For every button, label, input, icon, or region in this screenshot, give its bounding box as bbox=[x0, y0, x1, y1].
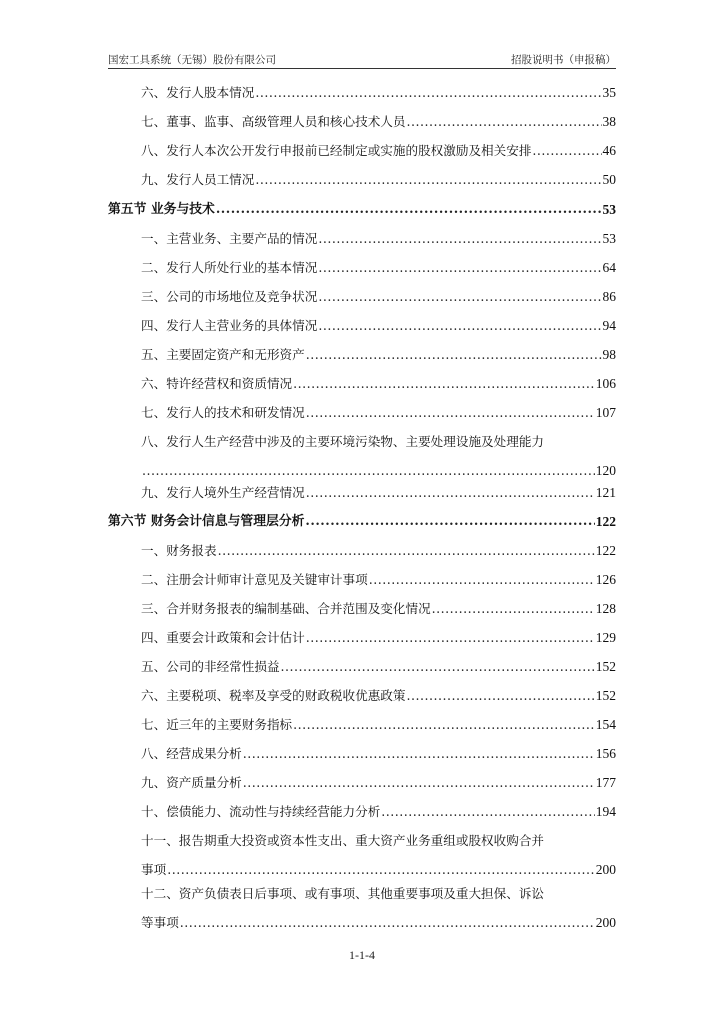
toc-entry[interactable] bbox=[108, 658, 616, 676]
toc-entry-title: 八、发行人生产经营中涉及的主要环境污染物、主要处理设施及处理能力 bbox=[141, 434, 544, 449]
toc-page-number: 200 bbox=[595, 862, 616, 877]
toc-entry[interactable] bbox=[108, 171, 616, 189]
toc-entry-title: 七、发行人的技术和研发情况 bbox=[141, 405, 305, 420]
toc-entry-title: 第六节 财务会计信息与管理层分析 bbox=[108, 514, 305, 529]
toc-dot-leader bbox=[306, 346, 602, 364]
toc-page-number: 46 bbox=[602, 143, 616, 158]
toc-entry-title: 七、近三年的主要财务指标 bbox=[141, 717, 293, 732]
toc-page-number: 121 bbox=[595, 485, 616, 500]
toc-page-number: 120 bbox=[595, 463, 616, 478]
toc-dot-leader bbox=[293, 716, 595, 734]
toc-entry-title: 一、财务报表 bbox=[141, 543, 217, 558]
toc-entry[interactable] bbox=[108, 113, 616, 131]
toc-page-number: 129 bbox=[595, 630, 616, 645]
toc-page-number: 154 bbox=[595, 717, 616, 732]
toc-page-number: 94 bbox=[602, 318, 616, 333]
toc-entry[interactable] bbox=[108, 346, 616, 364]
toc-dot-leader bbox=[532, 142, 601, 160]
toc-entry[interactable] bbox=[108, 745, 616, 763]
toc-dot-leader bbox=[318, 230, 601, 248]
toc-page-number: 152 bbox=[595, 659, 616, 674]
toc-entry[interactable] bbox=[108, 629, 616, 647]
toc-entry-title: 九、发行人境外生产经营情况 bbox=[141, 485, 305, 500]
toc-entry-title: 五、主要固定资产和无形资产 bbox=[141, 347, 305, 362]
toc-dot-leader bbox=[243, 774, 595, 792]
toc-dot-leader bbox=[306, 629, 595, 647]
toc-entry-title: 四、重要会计政策和会计估计 bbox=[141, 630, 305, 645]
toc-entry-title: 四、发行人主营业务的具体情况 bbox=[141, 318, 318, 333]
toc-dot-leader bbox=[255, 171, 601, 189]
toc-entry-title: 五、公司的非经常性损益 bbox=[141, 659, 280, 674]
toc-dot-leader bbox=[243, 745, 595, 763]
toc-entry-title: 第五节 业务与技术 bbox=[108, 202, 215, 217]
toc-entry-title: 二、注册会计师审计意见及关键审计事项 bbox=[141, 572, 368, 587]
toc-dot-leader bbox=[432, 600, 595, 618]
toc-entry[interactable] bbox=[108, 230, 616, 248]
toc-dot-leader bbox=[306, 484, 595, 502]
toc-entry-title: 九、资产质量分析 bbox=[141, 775, 242, 790]
toc-entry-title: 十一、报告期重大投资或资本性支出、重大资产业务重组或股权收购合并 bbox=[141, 833, 544, 848]
toc-entry-title: 三、公司的市场地位及竞争状况 bbox=[141, 289, 318, 304]
toc-page-number: 122 bbox=[595, 514, 616, 529]
toc-entry-title: 六、特许经营权和资质情况 bbox=[141, 376, 293, 391]
toc-entry[interactable] bbox=[108, 774, 616, 792]
toc-entry-title: 一、主营业务、主要产品的情况 bbox=[141, 231, 318, 246]
toc-entry-title: 八、经营成果分析 bbox=[141, 746, 242, 761]
toc-dot-leader bbox=[167, 861, 595, 879]
toc-dot-leader bbox=[142, 462, 595, 480]
toc-entry[interactable] bbox=[108, 84, 616, 102]
toc-entry[interactable] bbox=[108, 433, 616, 480]
toc-page-number: 53 bbox=[602, 202, 616, 217]
toc-dot-leader bbox=[406, 687, 594, 705]
toc-page-number: 107 bbox=[595, 405, 616, 420]
toc-page-number: 35 bbox=[602, 85, 616, 100]
header-divider bbox=[108, 68, 616, 69]
toc-entry[interactable] bbox=[108, 375, 616, 393]
toc-entry-title: 九、发行人员工情况 bbox=[141, 172, 255, 187]
page-header bbox=[108, 52, 616, 68]
toc-entry-title: 等事项 bbox=[141, 915, 179, 930]
toc-page-number: 53 bbox=[602, 231, 616, 246]
header-company-name: 国宏工具系统（无锡）股份有限公司 bbox=[108, 54, 276, 66]
toc-dot-leader bbox=[305, 513, 594, 531]
header-document-title: 招股说明书（申报稿） bbox=[511, 54, 616, 66]
toc-entry-title: 六、主要税项、税率及享受的财政税收优惠政策 bbox=[141, 688, 406, 703]
toc-entry[interactable] bbox=[108, 317, 616, 335]
toc-entry-title: 十、偿债能力、流动性与持续经营能力分析 bbox=[141, 804, 381, 819]
toc-entry[interactable] bbox=[108, 687, 616, 705]
toc-page-number: 50 bbox=[602, 172, 616, 187]
toc-page-number: 126 bbox=[595, 572, 616, 587]
toc-entry-title: 事项 bbox=[141, 862, 167, 877]
toc-entry-title: 六、发行人股本情况 bbox=[141, 85, 255, 100]
toc-page-number: 106 bbox=[595, 376, 616, 391]
toc-entry-title: 十二、资产负债表日后事项、或有事项、其他重要事项及重大担保、诉讼 bbox=[141, 886, 544, 901]
toc-page-number: 200 bbox=[595, 915, 616, 930]
toc-entry-title: 八、发行人本次公开发行申报前已经制定或实施的股权激励及相关安排 bbox=[141, 143, 532, 158]
toc-entry[interactable] bbox=[108, 142, 616, 160]
toc-page-number: 86 bbox=[602, 289, 616, 304]
toc-entry[interactable] bbox=[108, 542, 616, 560]
toc-entry[interactable] bbox=[108, 600, 616, 618]
toc-entry[interactable] bbox=[108, 484, 616, 502]
toc-entry-title: 二、发行人所处行业的基本情况 bbox=[141, 260, 318, 275]
toc-dot-leader bbox=[318, 259, 601, 277]
toc-entry[interactable] bbox=[108, 716, 616, 734]
toc-dot-leader bbox=[381, 803, 594, 821]
toc-entry-title: 七、董事、监事、高级管理人员和核心技术人员 bbox=[141, 114, 406, 129]
toc-page-number: 152 bbox=[595, 688, 616, 703]
toc-entry[interactable] bbox=[108, 571, 616, 589]
toc-page-number: 122 bbox=[595, 543, 616, 558]
toc-page-number: 64 bbox=[602, 260, 616, 275]
toc-entry[interactable] bbox=[108, 404, 616, 422]
toc-dot-leader bbox=[318, 317, 601, 335]
toc-dot-leader bbox=[369, 571, 595, 589]
toc-dot-leader bbox=[293, 375, 595, 393]
toc-entry[interactable] bbox=[108, 259, 616, 277]
toc-dot-leader bbox=[216, 201, 602, 219]
toc-page-number: 128 bbox=[595, 601, 616, 616]
toc-page-number: 156 bbox=[595, 746, 616, 761]
toc-dot-leader bbox=[281, 658, 595, 676]
toc-page-number: 194 bbox=[595, 804, 616, 819]
toc-dot-leader bbox=[406, 113, 601, 131]
toc-dot-leader bbox=[180, 914, 595, 932]
toc-section-entry[interactable] bbox=[108, 201, 616, 219]
toc-dot-leader bbox=[318, 288, 601, 306]
toc-entry[interactable] bbox=[108, 288, 616, 306]
toc-dot-leader bbox=[218, 542, 595, 560]
toc-page-number: 98 bbox=[602, 347, 616, 362]
toc-page-number: 177 bbox=[595, 775, 616, 790]
toc-entry[interactable] bbox=[108, 832, 616, 879]
toc-page-number: 38 bbox=[602, 114, 616, 129]
toc-section-entry[interactable] bbox=[108, 513, 616, 531]
toc-dot-leader bbox=[255, 84, 601, 102]
toc-entry[interactable] bbox=[108, 803, 616, 821]
toc-entry[interactable] bbox=[108, 885, 616, 932]
toc-entry-title: 三、合并财务报表的编制基础、合并范围及变化情况 bbox=[141, 601, 431, 616]
toc-dot-leader bbox=[306, 404, 595, 422]
page-number: 1-1-4 bbox=[349, 948, 375, 962]
